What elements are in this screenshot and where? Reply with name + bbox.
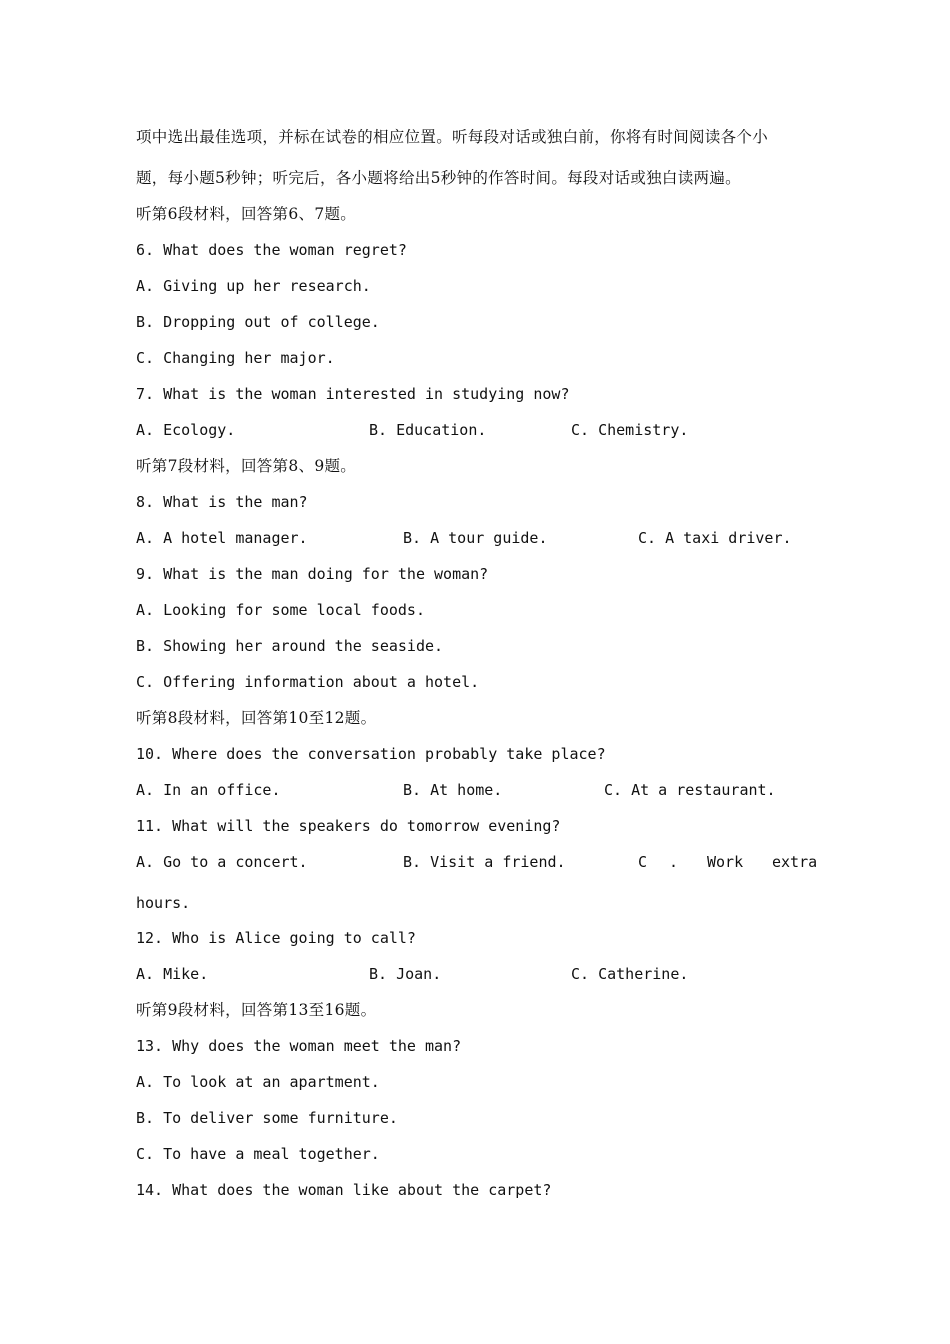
question-8-stem: 8. What is the man? [136, 493, 308, 511]
question-6-option-c: C. Changing her major. [136, 349, 335, 367]
question-12-stem: 12. Who is Alice going to call? [136, 929, 416, 947]
question-6-option-a: A. Giving up her research. [136, 277, 371, 295]
question-9-option-b: B. Showing her around the seaside. [136, 637, 444, 655]
question-11-option-c-dot: . [669, 853, 679, 871]
question-11-option-c-word-2: extra [772, 853, 818, 871]
question-9-stem: 9. What is the man doing for the woman? [136, 565, 489, 583]
section-heading-8: 听第8段材料，回答第10至12题。 [136, 709, 377, 727]
section-heading-9: 听第9段材料，回答第13至16题。 [136, 1001, 377, 1019]
section-heading-6: 听第6段材料，回答第6、7题。 [136, 205, 357, 223]
question-13-option-a: A. To look at an apartment. [136, 1073, 380, 1091]
question-11-option-b: B. Visit a friend. [403, 853, 566, 871]
question-12-option-a: A. Mike. [136, 965, 209, 983]
question-11-option-a: A. Go to a concert. [136, 853, 308, 871]
question-13-option-c: C. To have a meal together. [136, 1145, 380, 1163]
question-6-stem: 6. What does the woman regret? [136, 241, 407, 259]
question-7-option-a: A. Ecology. [136, 421, 236, 439]
question-9-option-c: C. Offering information about a hotel. [136, 673, 480, 691]
question-8-option-a: A. A hotel manager. [136, 529, 308, 547]
question-8-option-b: B. A tour guide. [403, 529, 548, 547]
question-12-option-b: B. Joan. [369, 965, 442, 983]
question-10-option-b: B. At home. [403, 781, 503, 799]
question-6-option-b: B. Dropping out of college. [136, 313, 380, 331]
question-8-option-c: C. A taxi driver. [638, 529, 792, 547]
instructions-line-2: 题，每小题5秒钟；听完后，各小题将给出5秒钟的作答时间。每段对话或独白读两遍。 [136, 169, 741, 187]
question-7-stem: 7. What is the woman interested in studying now? [136, 385, 570, 403]
question-14-stem: 14. What does the woman like about the carpet? [136, 1181, 552, 1199]
question-10-option-a: A. In an office. [136, 781, 281, 799]
question-13-option-b: B. To deliver some furniture. [136, 1109, 398, 1127]
question-7-option-b: B. Education. [369, 421, 487, 439]
question-9-option-a: A. Looking for some local foods. [136, 601, 425, 619]
question-7-option-c: C. Chemistry. [571, 421, 689, 439]
question-11-option-c-word-1: Work [707, 853, 744, 871]
question-10-stem: 10. Where does the conversation probably take place? [136, 745, 606, 763]
question-10-option-c: C. At a restaurant. [604, 781, 776, 799]
question-11-option-c-word-3: hours. [136, 894, 191, 912]
instructions-line-1: 项中选出最佳选项，并标在试卷的相应位置。听每段对话或独白前，你将有时间阅读各个小 [136, 128, 769, 146]
question-11-stem: 11. What will the speakers do tomorrow evening? [136, 817, 561, 835]
question-11-option-c-letter: C [638, 853, 648, 871]
question-13-stem: 13. Why does the woman meet the man? [136, 1037, 462, 1055]
question-12-option-c: C. Catherine. [571, 965, 689, 983]
section-heading-7: 听第7段材料，回答第8、9题。 [136, 457, 357, 475]
